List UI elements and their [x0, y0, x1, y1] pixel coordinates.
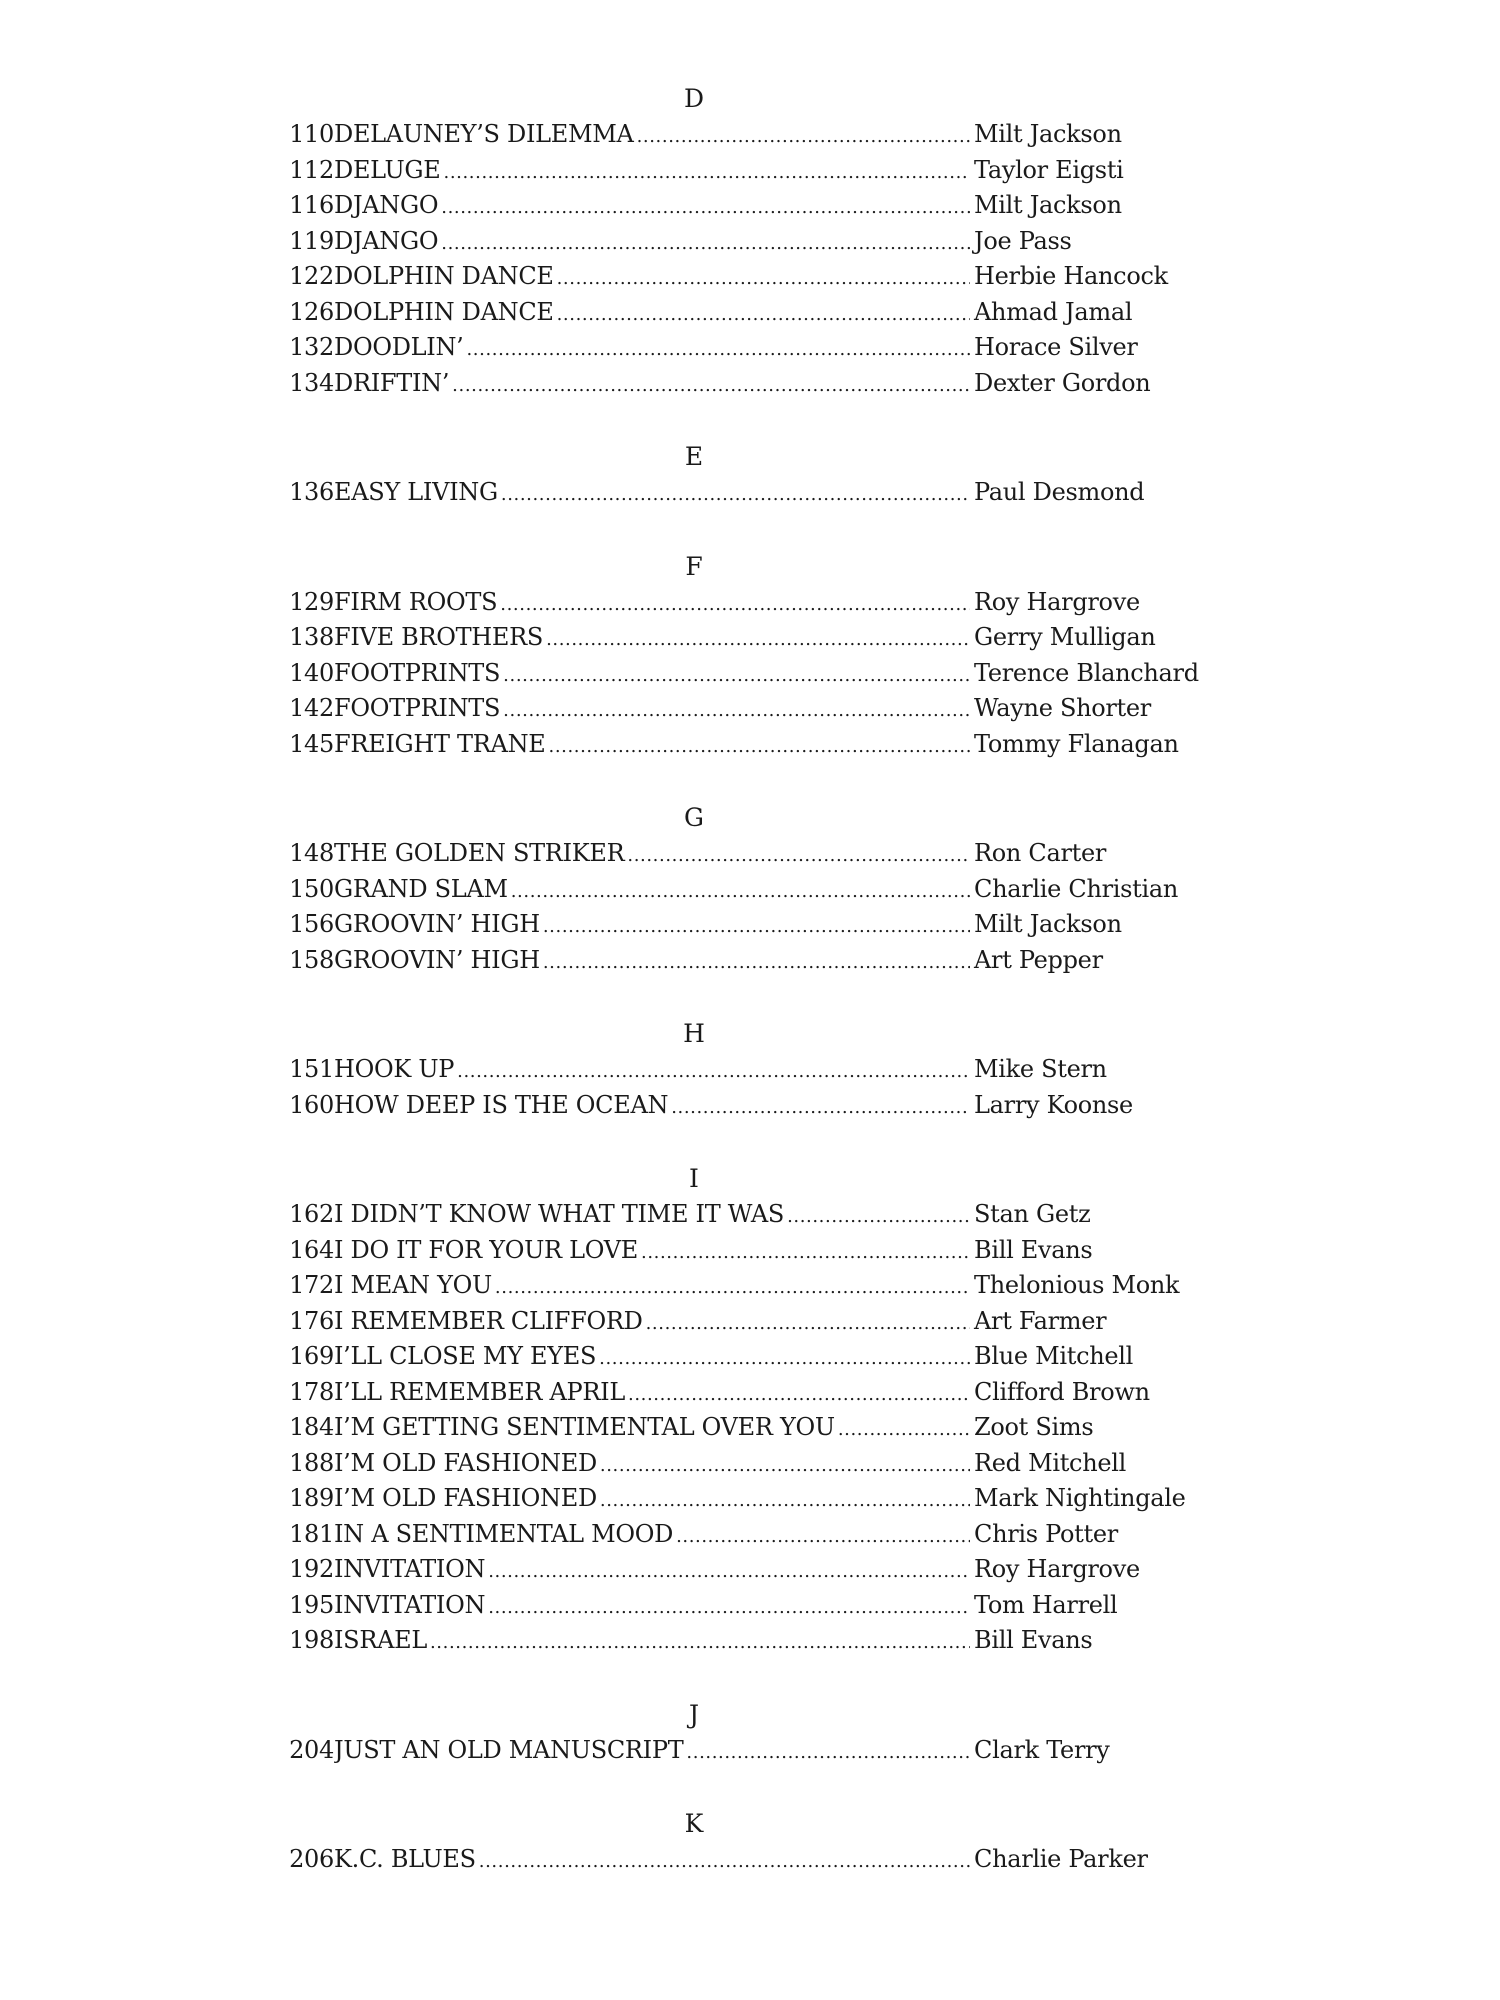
dot-leader [549, 729, 971, 765]
dot-leader [646, 1306, 970, 1342]
artist-name: Clark Terry [974, 1735, 1110, 1764]
tune-title: DOODLIN’ [334, 333, 464, 361]
toc-section-j [284, 1697, 1224, 1769]
toc-entry [284, 1052, 1224, 1088]
title-with-leader [334, 1446, 974, 1484]
title-with-leader [334, 330, 974, 368]
tune-title: INVITATION [334, 1590, 486, 1619]
artist-name: Roy Hargrove [974, 1555, 1140, 1583]
title-with-leader [334, 836, 974, 874]
dot-leader [557, 261, 970, 297]
dot-leader [543, 945, 970, 981]
page-number: 176 [289, 1306, 334, 1335]
artist-name: Blue Mitchell [974, 1342, 1134, 1370]
tune-title: THE GOLDEN STRIKER [334, 839, 625, 867]
artist-name: Tommy Flanagan [974, 729, 1179, 758]
toc-section-k [284, 1806, 1224, 1878]
artist-name: Bill Evans [974, 1235, 1093, 1264]
title-with-leader [334, 1339, 974, 1377]
dot-leader [627, 838, 970, 874]
section-letter-heading: F [685, 551, 703, 581]
tune-title: I’M OLD FASHIONED [334, 1484, 597, 1512]
artist-name: Art Farmer [974, 1306, 1107, 1335]
page-number: 181 [289, 1519, 334, 1548]
dot-leader [787, 1199, 970, 1235]
artist-name: Thelonious Monk [974, 1271, 1180, 1299]
page-number: 110 [289, 120, 334, 148]
dot-leader [457, 1054, 970, 1090]
artist-name: Terence Blanchard [974, 658, 1199, 687]
dot-leader [488, 1590, 970, 1626]
table-of-contents [284, 81, 1224, 1878]
dot-leader [628, 1377, 970, 1413]
page-number: 162 [289, 1200, 334, 1228]
section-letter-heading: I [689, 1164, 699, 1193]
page-number: 150 [289, 874, 334, 903]
page-number: 112 [289, 155, 334, 184]
toc-entry [284, 943, 1224, 979]
title-with-leader [334, 188, 974, 226]
page-number: 195 [289, 1590, 334, 1619]
tune-title: HOOK UP [334, 1055, 455, 1083]
dot-leader [452, 368, 970, 404]
toc-entry [284, 1339, 1224, 1375]
page-number: 184 [289, 1413, 334, 1441]
title-with-leader [334, 153, 974, 191]
page-number: 206 [289, 1845, 334, 1873]
title-with-leader [334, 259, 974, 297]
section-letter-heading: E [684, 442, 704, 471]
artist-name: Milt Jackson [974, 191, 1122, 219]
page-number: 122 [289, 262, 334, 290]
page-number: 151 [289, 1055, 334, 1083]
tune-title: EASY LIVING [334, 478, 498, 506]
artist-name: Bill Evans [974, 1626, 1093, 1654]
title-with-leader [334, 1233, 974, 1271]
artist-name: Tom Harrell [974, 1590, 1118, 1619]
tune-title: I REMEMBER CLIFFORD [334, 1306, 643, 1335]
page-number: 160 [289, 1090, 334, 1119]
artist-name: Ron Carter [974, 839, 1107, 867]
artist-name: Ahmad Jamal [974, 297, 1133, 326]
page-number: 158 [289, 945, 334, 974]
artist-name: Taylor Eigsti [974, 155, 1124, 184]
title-with-leader [334, 1481, 974, 1519]
tune-title: I DIDN’T KNOW WHAT TIME IT WAS [334, 1200, 785, 1228]
toc-entry [284, 1304, 1224, 1340]
page-number: 169 [289, 1342, 334, 1370]
tune-title: DJANGO [334, 226, 439, 255]
dot-leader [599, 1341, 970, 1377]
toc-entry [284, 1842, 1224, 1878]
dot-leader [495, 1270, 970, 1306]
dot-leader [441, 190, 970, 226]
tune-title: INVITATION [334, 1555, 486, 1583]
artist-name: Gerry Mulligan [974, 623, 1156, 651]
toc-section-e [284, 439, 1224, 511]
toc-entry [284, 1517, 1224, 1553]
dot-leader [600, 1448, 970, 1484]
title-with-leader [334, 224, 974, 262]
page-number: 145 [289, 729, 334, 758]
toc-entry [284, 1552, 1224, 1588]
artist-name: Wayne Shorter [974, 694, 1151, 722]
page-number: 164 [289, 1235, 334, 1264]
tune-title: ISRAEL [334, 1626, 427, 1654]
artist-name: Charlie Parker [974, 1845, 1148, 1873]
tune-title: JUST AN OLD MANUSCRIPT [334, 1735, 684, 1764]
title-with-leader [334, 1304, 974, 1342]
tune-title: DOLPHIN DANCE [334, 297, 554, 326]
toc-entry [284, 1375, 1224, 1411]
page-number: 116 [289, 191, 334, 219]
artist-name: Milt Jackson [974, 910, 1122, 938]
artist-name: Chris Potter [974, 1519, 1118, 1548]
title-with-leader [334, 1517, 974, 1555]
title-with-leader [334, 656, 974, 694]
tune-title: DOLPHIN DANCE [334, 262, 554, 290]
toc-entry [284, 188, 1224, 224]
artist-name: Dexter Gordon [974, 368, 1151, 397]
dot-leader [501, 477, 970, 513]
artist-name: Larry Koonse [974, 1090, 1133, 1119]
toc-entry [284, 656, 1224, 692]
page-number: 204 [289, 1735, 334, 1764]
tune-title: HOW DEEP IS THE OCEAN [334, 1090, 669, 1119]
section-letter-heading: H [683, 1019, 705, 1048]
toc-entry [284, 1623, 1224, 1659]
title-with-leader [334, 1197, 974, 1235]
title-with-leader [334, 366, 974, 404]
dot-leader [441, 226, 970, 262]
artist-name: Stan Getz [974, 1200, 1091, 1228]
title-with-leader [334, 1623, 974, 1661]
title-with-leader [334, 295, 974, 333]
title-with-leader [334, 727, 974, 765]
dot-leader [466, 332, 970, 368]
section-letter-heading: K [684, 1809, 704, 1838]
title-with-leader [334, 1588, 974, 1626]
toc-section-d [284, 81, 1224, 401]
page-number: 119 [289, 226, 334, 255]
artist-name: Herbie Hancock [974, 262, 1168, 290]
tune-title: K.C. BLUES [334, 1845, 476, 1873]
page-number: 148 [289, 839, 334, 867]
page-number: 138 [289, 623, 334, 651]
toc-entry [284, 907, 1224, 943]
artist-name: Paul Desmond [974, 478, 1145, 506]
artist-name: Milt Jackson [974, 120, 1122, 148]
tune-title: GRAND SLAM [334, 874, 508, 903]
tune-title: I’LL REMEMBER APRIL [334, 1377, 625, 1406]
tune-title: FREIGHT TRANE [334, 729, 546, 758]
toc-entry [284, 620, 1224, 656]
toc-entry [284, 259, 1224, 295]
toc-entry [284, 1733, 1224, 1769]
dot-leader [488, 1554, 970, 1590]
toc-entry [284, 872, 1224, 908]
title-with-leader [334, 475, 974, 513]
page-number: 132 [289, 333, 334, 361]
tune-title: GROOVIN’ HIGH [334, 910, 540, 938]
toc-entry [284, 224, 1224, 260]
dot-leader [671, 1090, 970, 1126]
title-with-leader [334, 585, 974, 623]
dot-leader [686, 1735, 970, 1771]
dot-leader [500, 587, 970, 623]
tune-title: I’M GETTING SENTIMENTAL OVER YOU [334, 1413, 835, 1441]
toc-section-g [284, 800, 1224, 978]
dot-leader [503, 658, 970, 694]
toc-entry [284, 366, 1224, 402]
title-with-leader [334, 1088, 974, 1126]
page-number: 156 [289, 910, 334, 938]
title-with-leader [334, 691, 974, 729]
artist-name: Mark Nightingale [974, 1484, 1186, 1512]
title-with-leader [334, 1410, 974, 1448]
dot-leader [479, 1844, 970, 1880]
dot-leader [600, 1483, 970, 1519]
dot-leader [430, 1625, 970, 1661]
page-number: 189 [289, 1484, 334, 1512]
dot-leader [444, 155, 970, 191]
toc-entry [284, 1268, 1224, 1304]
title-with-leader [334, 1052, 974, 1090]
artist-name: Art Pepper [974, 945, 1103, 974]
title-with-leader [334, 943, 974, 981]
dot-leader [641, 1235, 970, 1271]
tune-title: IN A SENTIMENTAL MOOD [334, 1519, 674, 1548]
tune-title: GROOVIN’ HIGH [334, 945, 540, 974]
artist-name: Clifford Brown [974, 1377, 1150, 1406]
page-number: 134 [289, 368, 334, 397]
toc-entry [284, 330, 1224, 366]
tune-title: I DO IT FOR YOUR LOVE [334, 1235, 638, 1264]
page-number: 188 [289, 1448, 334, 1477]
page-number: 178 [289, 1377, 334, 1406]
toc-section-i [284, 1161, 1224, 1659]
tune-title: I MEAN YOU [334, 1271, 492, 1299]
toc-entry [284, 585, 1224, 621]
tune-title: I’LL CLOSE MY EYES [334, 1342, 597, 1370]
page-number: 198 [289, 1626, 334, 1654]
toc-section-f [284, 549, 1224, 763]
tune-title: I’M OLD FASHIONED [334, 1448, 597, 1477]
dot-leader [838, 1412, 970, 1448]
toc-entry [284, 475, 1224, 511]
toc-entry [284, 1588, 1224, 1624]
dot-leader [543, 909, 970, 945]
page-number: 192 [289, 1555, 334, 1583]
title-with-leader [334, 1268, 974, 1306]
tune-title: FOOTPRINTS [334, 658, 501, 687]
dot-leader [503, 693, 970, 729]
page-number: 142 [289, 694, 334, 722]
page-number: 140 [289, 658, 334, 687]
artist-name: Zoot Sims [974, 1413, 1094, 1441]
artist-name: Joe Pass [974, 226, 1072, 255]
page-number: 172 [289, 1271, 334, 1299]
toc-entry [284, 727, 1224, 763]
artist-name: Mike Stern [974, 1055, 1107, 1083]
title-with-leader [334, 620, 974, 658]
tune-title: DELAUNEY’S DILEMMA [334, 120, 634, 148]
toc-entry [284, 117, 1224, 153]
artist-name: Roy Hargrove [974, 587, 1140, 616]
section-letter-heading: G [684, 803, 704, 832]
page-number: 126 [289, 297, 334, 326]
page-number: 129 [289, 587, 334, 616]
dot-leader [557, 297, 970, 333]
tune-title: FIVE BROTHERS [334, 623, 544, 651]
toc-entry [284, 1197, 1224, 1233]
toc-entry [284, 1410, 1224, 1446]
toc-entry [284, 836, 1224, 872]
dot-leader [511, 874, 970, 910]
tune-title: DELUGE [334, 155, 441, 184]
toc-entry [284, 153, 1224, 189]
title-with-leader [334, 117, 974, 155]
toc-entry [284, 1446, 1224, 1482]
title-with-leader [334, 1375, 974, 1413]
title-with-leader [334, 1842, 974, 1880]
page-number: 136 [289, 478, 334, 506]
toc-section-h [284, 1016, 1224, 1123]
title-with-leader [334, 1733, 974, 1771]
toc-entry [284, 691, 1224, 727]
title-with-leader [334, 872, 974, 910]
tune-title: DJANGO [334, 191, 439, 219]
dot-leader [637, 119, 970, 155]
dot-leader [676, 1519, 970, 1555]
tune-title: FIRM ROOTS [334, 587, 498, 616]
artist-name: Charlie Christian [974, 874, 1179, 903]
dot-leader [546, 622, 970, 658]
tune-title: DRIFTIN’ [334, 368, 450, 397]
section-letter-heading: D [683, 84, 705, 113]
section-letter-heading: J [688, 1699, 700, 1729]
toc-entry [284, 1088, 1224, 1124]
title-with-leader [334, 907, 974, 945]
tune-title: FOOTPRINTS [334, 694, 501, 722]
artist-name: Red Mitchell [974, 1448, 1127, 1477]
artist-name: Horace Silver [974, 333, 1138, 361]
toc-entry [284, 1481, 1224, 1517]
toc-entry [284, 295, 1224, 331]
title-with-leader [334, 1552, 974, 1590]
toc-entry [284, 1233, 1224, 1269]
